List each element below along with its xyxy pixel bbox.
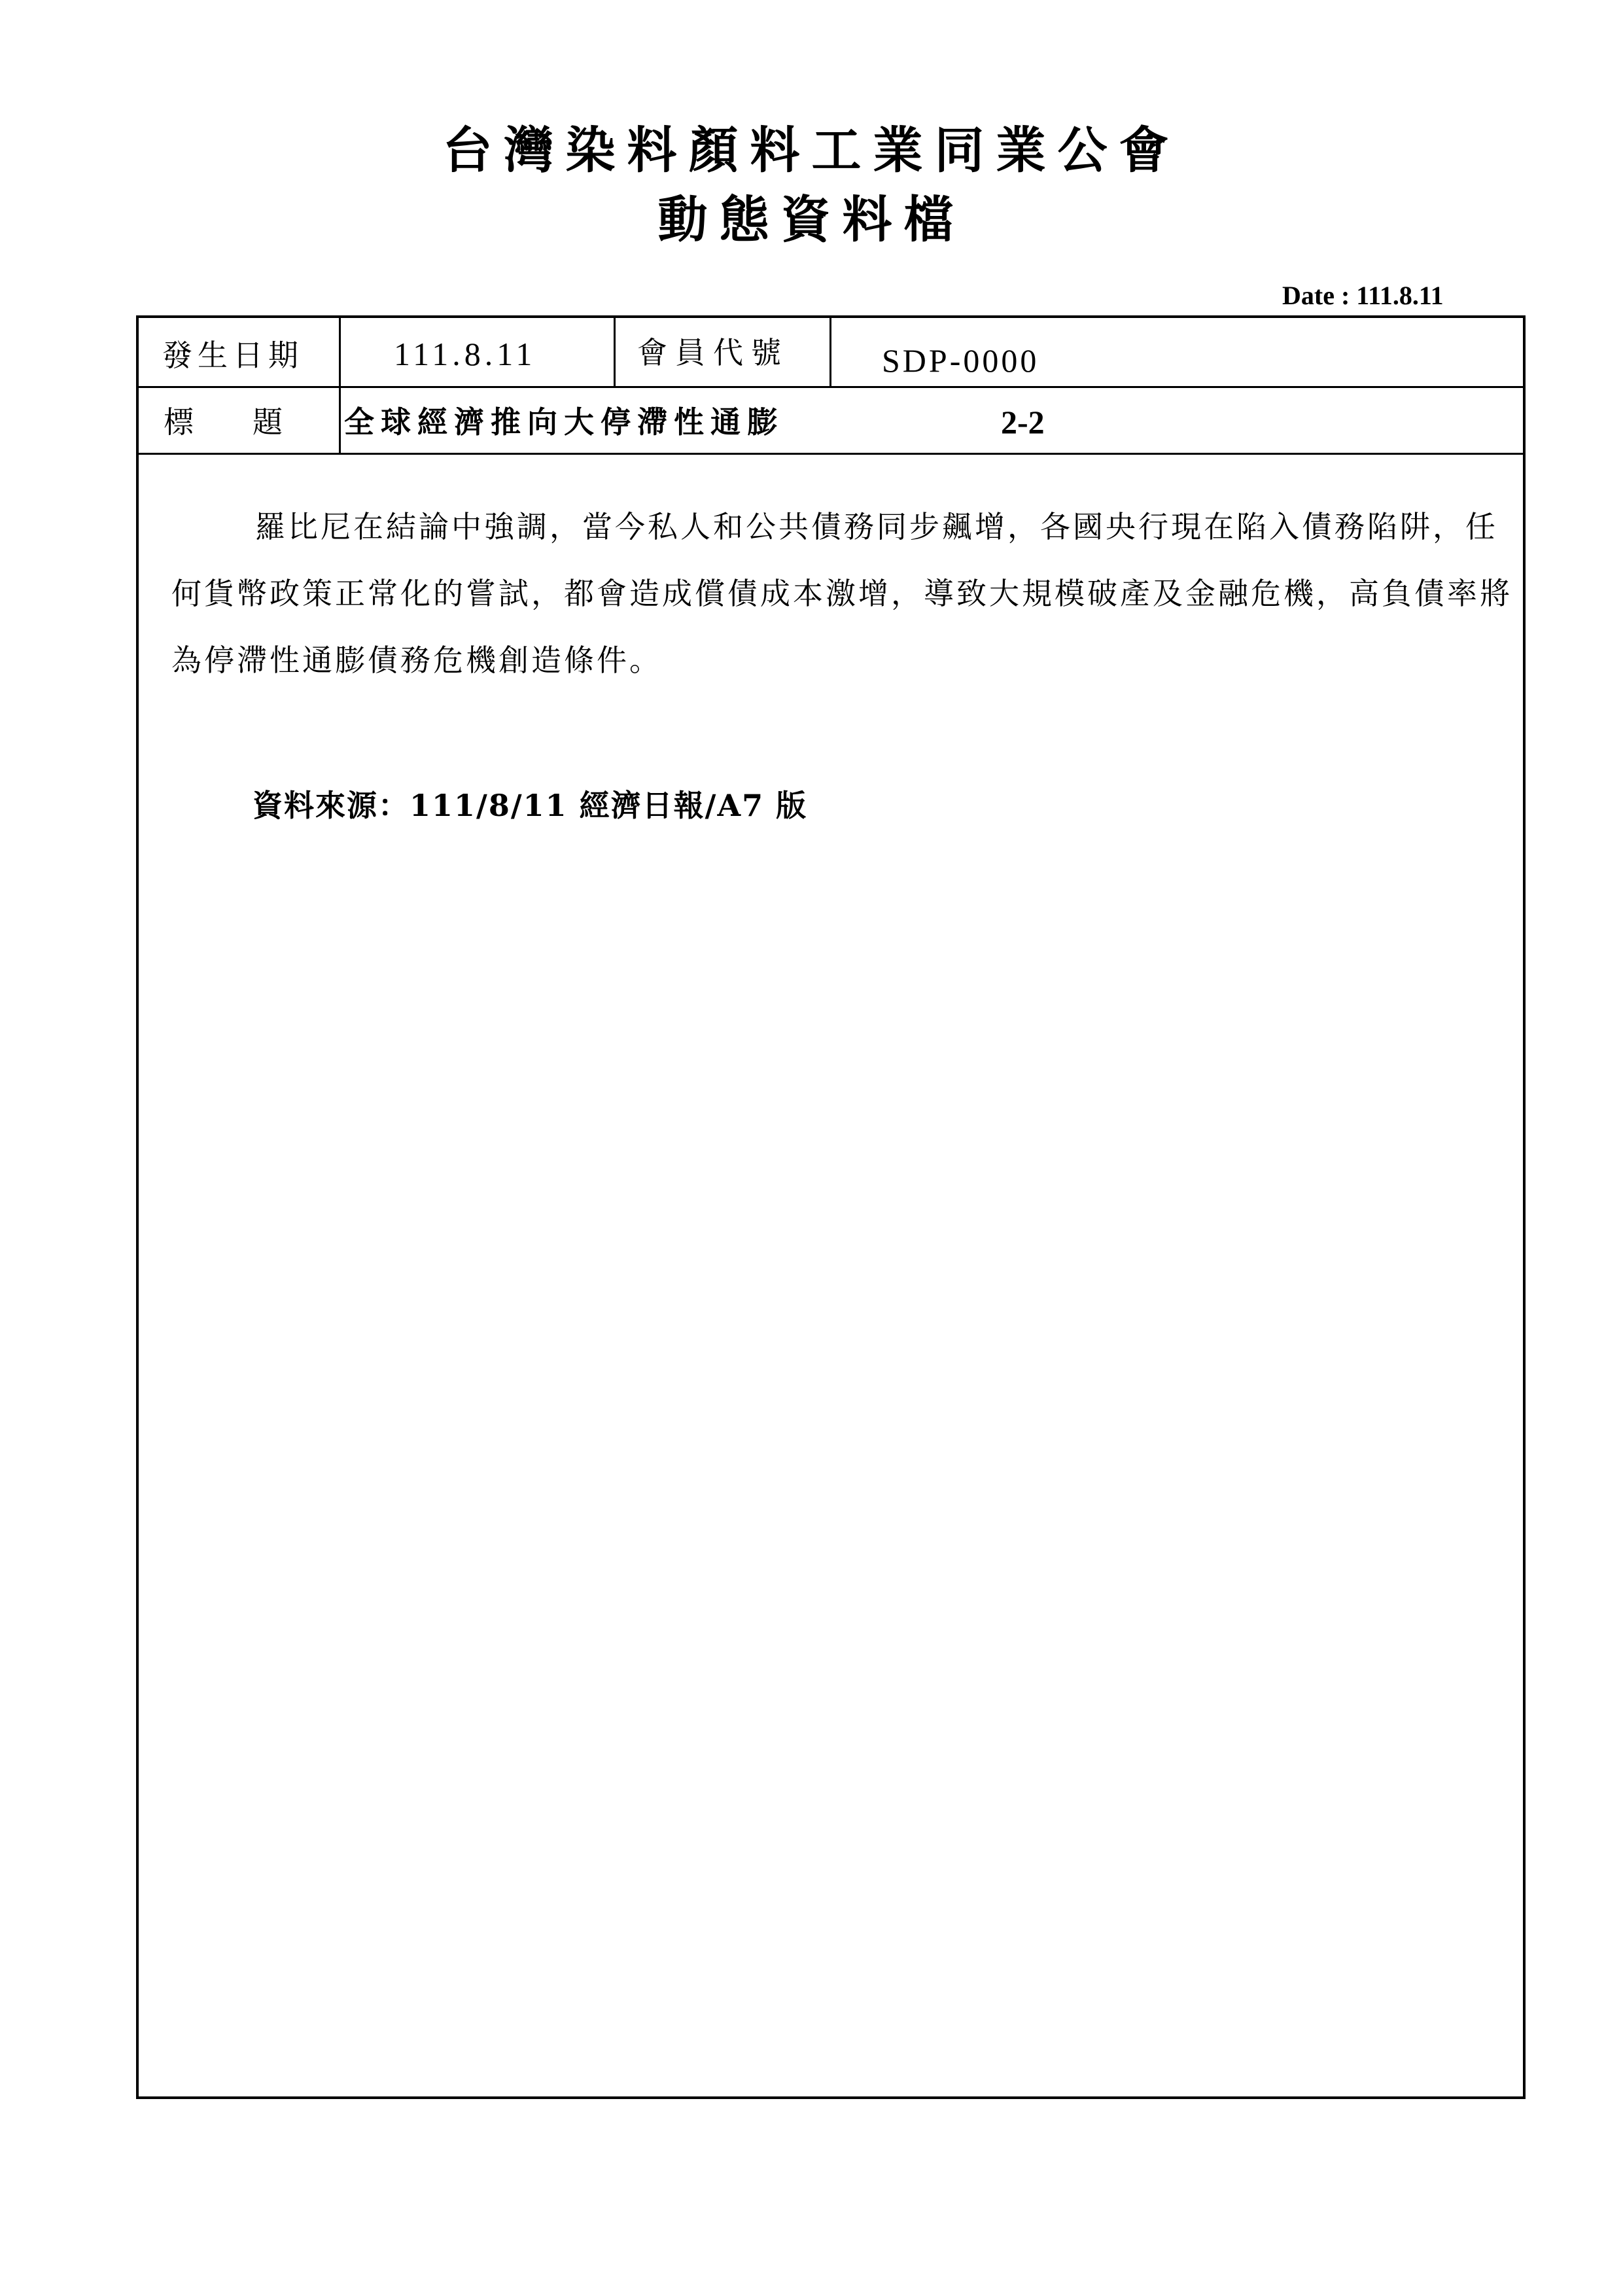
column-divider [339,318,341,386]
row-divider [139,453,1523,455]
document-title: 動態資料檔 [657,190,966,249]
column-divider [614,318,616,386]
column-divider [829,318,831,386]
subject-part-number: 2-2 [1001,404,1045,440]
record-form [136,315,1526,2099]
occurrence-date-value: 111.8.11 [394,336,536,372]
document-date: Date : 111.8.11 [1282,281,1444,310]
occurrence-date-label: 發生日期 [162,338,304,373]
column-divider [339,386,341,453]
member-code-label: 會員代號 [637,335,789,370]
subject-label [164,404,283,440]
subject-value: 全球經濟推向大停滯性通膨 [344,404,784,440]
member-code-value: SDP-0000 [882,342,1039,379]
subject-label-part: 標 [164,404,194,440]
source-citation: 資料來源：111/8/11 經濟日報/A7 版 [253,788,808,823]
subject-label-part: 題 [253,404,283,440]
organization-title: 台灣染料顏料工業同業公會 [442,121,1181,179]
article-body: 羅比尼在結論中強調，當今私人和公共債務同步飆增，各國央行現在陷入債務陷阱，任何貨幣政策正常化的嘗試，都會造成償債成本激增，導致大規模破產及金融危機，高負債率將為停滯性通膨債務危機創造條件。 [171,509,1512,678]
row-divider [139,386,1523,388]
